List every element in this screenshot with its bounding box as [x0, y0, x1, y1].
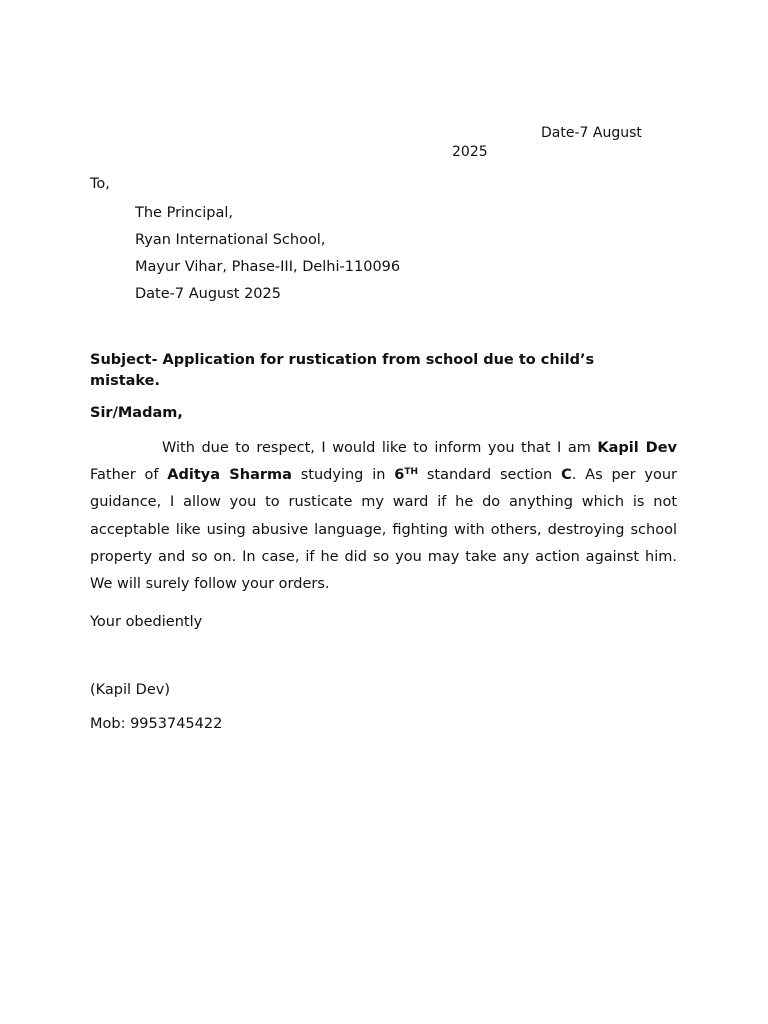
address-line: Ryan International School,: [135, 232, 326, 248]
subject-line: Subject- Application for rustication from school due to child’s mistake.: [90, 352, 595, 389]
closing: Your obediently: [90, 614, 203, 630]
recipient-to: To,: [90, 176, 110, 192]
date-line-1: Date-7 August: [541, 125, 642, 141]
body-text: studying in: [291, 467, 395, 484]
signature-name: (Kapil Dev): [90, 682, 170, 698]
salutation: Sir/Madam,: [90, 405, 183, 421]
body-paragraph: [90, 435, 677, 598]
body-text: standard section: [418, 467, 562, 484]
body-text: With due to respect, I would like to inform you that I am: [162, 440, 598, 456]
address-line: The Principal,: [135, 205, 233, 221]
address-line: Mayur Vihar, Phase-III, Delhi-110096: [135, 259, 401, 275]
recipient-address: [135, 200, 400, 308]
section-letter: C: [561, 467, 572, 484]
date-line-2: 2025: [452, 144, 488, 160]
body-text: . As per your guidance, I allow you to rusticate my ward if he do anything which is not acceptable like using abusive language, fighting with others, destroying school property and so on. In case, if he did so you may take any action against him. We will surely follow your orders.: [90, 467, 677, 593]
body-text: Father of: [90, 467, 168, 484]
address-line: Date-7 August 2025: [135, 286, 281, 302]
mobile-number: Mob: 9953745422: [90, 716, 223, 732]
father-name: Kapil Dev: [597, 440, 678, 456]
standard-number: 6: [394, 467, 405, 484]
standard-suffix: TH: [404, 467, 419, 478]
child-name: Aditya Sharma: [167, 467, 292, 484]
